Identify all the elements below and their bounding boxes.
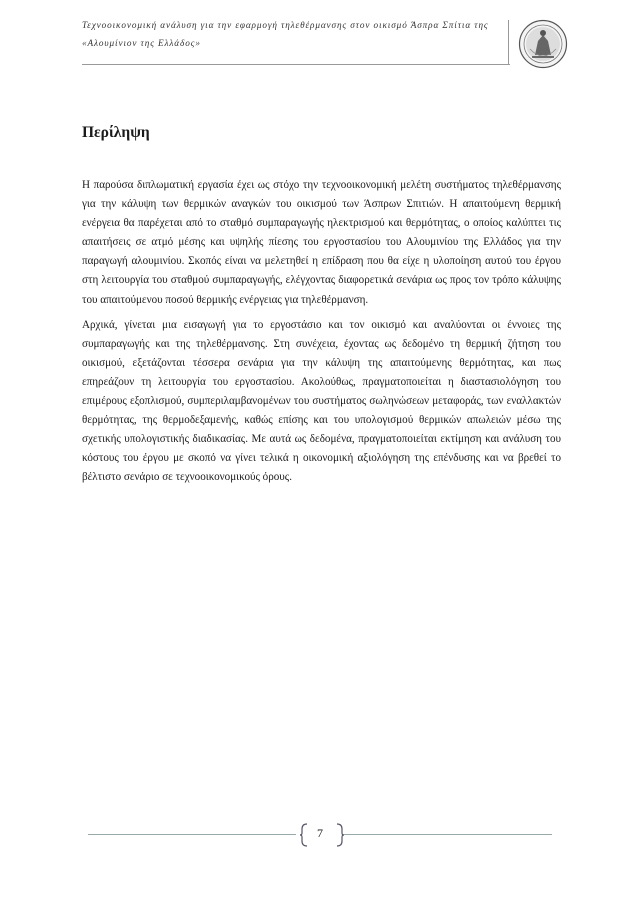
- paragraph: Η παρούσα διπλωματική εργασία έχει ως στόχο την τεχνοοικονομική μελέτη συστήματος τηλεθέρμανσης για την κάλυψη των θερμικών αναγκών του οικισμού των Άσπρων Σπιτιών. Η απαιτούμενη θερμική ενέργεια θα παρέχεται από το σταθμό συμπαραγωγής ηλεκτρισμού και θερμότητας, ο οποίος καλύπτει τις απαιτήσεις σε ατμό μέσης και υψηλής πίεσης του εργοστασίου του Αλουμινίου της Ελλάδος για την παραγωγή αλουμινίου. Σκοπός είναι να μελετηθεί η επίδραση που θα είχε η υλοποίηση αυτού του έργου στη λειτουργία του σταθμού συμπαραγωγής, ελέγχοντας διαφορετικά σενάρια ως προς τον τρόπο κάλυψης του απαιτούμενου ποσού θερμικής ενέργειας για τηλεθέρμανση.: [82, 179, 561, 306]
- page-number: 7: [317, 826, 323, 840]
- section-title: Περίληψη: [82, 124, 150, 141]
- header-rule: [82, 64, 510, 65]
- university-seal-icon: [518, 19, 568, 69]
- left-bracket-icon: [300, 823, 308, 847]
- footer-rule-left: [88, 834, 296, 835]
- abstract-body: [82, 176, 561, 494]
- running-header-text: Τεχνοοικονομική ανάλυση για την εφαρμογή τηλεθέρμανσης στον οικισμό Άσπρα Σπίτια της «Αλουμίνιον της Ελλάδος»: [82, 20, 489, 48]
- footer-rule-right: [344, 834, 552, 835]
- header-divider: [508, 20, 509, 64]
- right-bracket-icon: [336, 823, 344, 847]
- paragraph: Αρχικά, γίνεται μια εισαγωγή για το εργοστάσιο και τον οικισμό και αναλύονται οι έννοιες της συμπαραγωγής και της τηλεθέρμανσης. Στη συνέχεια, έχοντας ως δεδομένο τη θερμική ζήτηση του οικισμού, εξετάζονται τέσσερα σενάρια για την κάλυψη της απαιτούμενης θερμότητας, και πως επηρεάζουν τη λειτουργία του εργοστασίου. Ακολούθως, πραγματοποιείται η διαστασιολόγηση του επιμέρους εξοπλισμού, συμπεριλαμβανομένων του συστήματος σωληνώσεων μεταφοράς, των εναλλακτών θερμότητας, της θερμοδεξαμενής, καθώς επίσης και του υπολογισμού θερμικών απωλειών μέσω της σχετικής υπολογιστικής διαδικασίας. Με αυτά ως δεδομένα, πραγματοποιείται εκτίμηση και ανάλυση του κόστους του έργου με σκοπό να γίνει τελικά η οικονομική αξιολόγηση της επένδυσης και να βρεθεί το βέλτιστο σενάριο σε τεχνοοικονομικούς όρους.: [82, 318, 561, 484]
